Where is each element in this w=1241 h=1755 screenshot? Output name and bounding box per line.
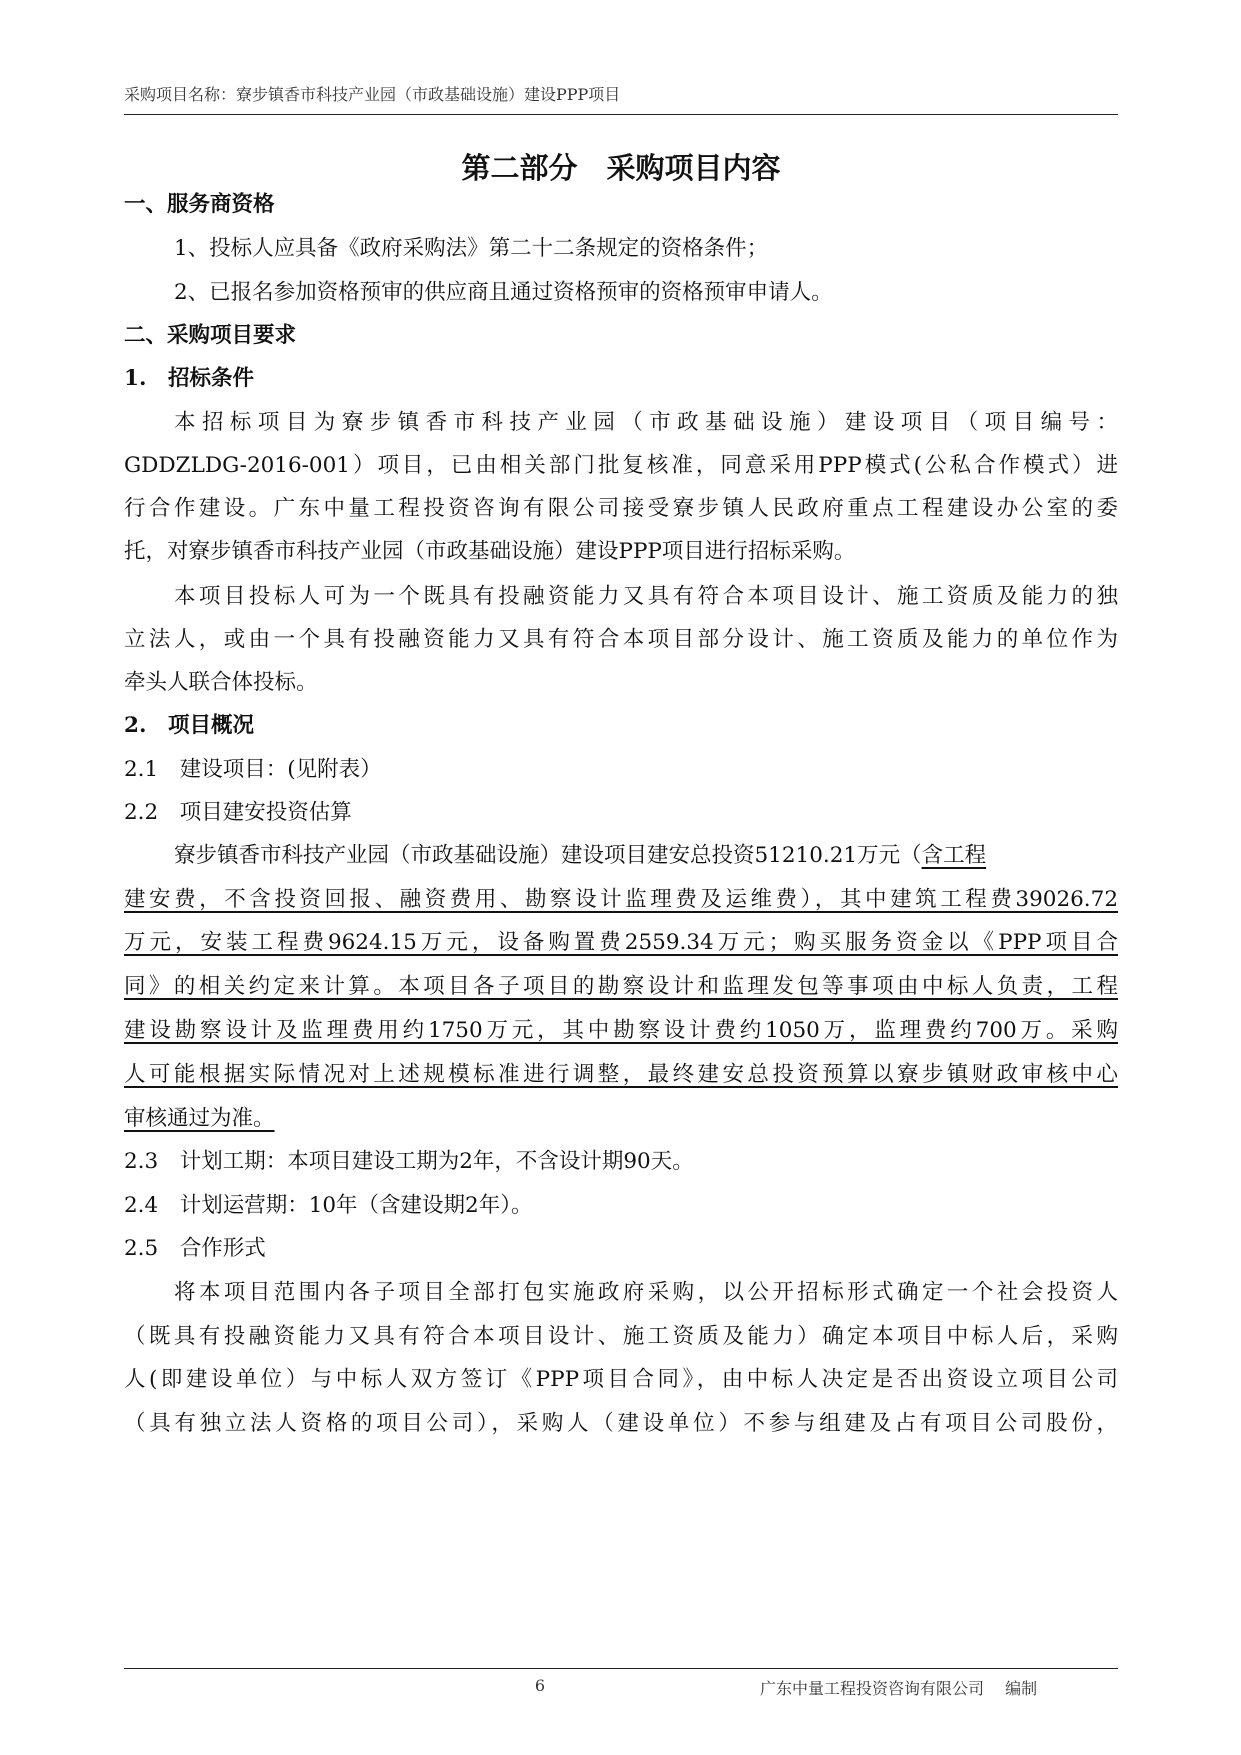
overview-item: 2.3 计划工期：本项目建设工期为2年，不含设计期90天。 [124, 1149, 694, 1174]
section-heading-qualification: 一、服务商资格 [124, 192, 275, 217]
paragraph-line-underlined: 万元，安装工程费9624.15万元，设备购置费2559.34万元；购买服务资金以《PPP项目合 [124, 930, 1118, 955]
paragraph-line [174, 841, 1118, 871]
investment-text: 寮步镇香市科技产业园（市政基础设施）建设项目建安总投资51210.21万元（ [174, 843, 922, 868]
paragraph-line-underlined [124, 1104, 1118, 1134]
paragraph-line-underlined: 建安费，不含投资回报、融资费用、勘察设计监理费及运维费），其中建筑工程费39026.72 [124, 887, 1118, 912]
section-heading-requirements: 二、采购项目要求 [124, 323, 297, 348]
paragraph-line-underlined: 人可能根据实际情况对上述规模标准进行调整，最终建安总投资预算以寮步镇财政审核中心 [124, 1062, 1118, 1087]
page-title: 第二部分 采购项目内容 [461, 151, 781, 185]
header-divider [124, 114, 1118, 115]
page-header: 采购项目名称：寮步镇香市科技产业园（市政基础设施）建设PPP项目 [124, 85, 621, 104]
footer-company: 广东中量工程投资咨询有限公司 编制 [760, 1679, 1038, 1698]
paragraph-line: 本项目投标人可为一个既具有投融资能力又具有符合本项目设计、施工资质及能力的独 [174, 584, 1118, 609]
qualification-item: 2、已报名参加资格预审的供应商且通过资格预审的资格预审申请人。 [174, 280, 833, 305]
paragraph-line: GDDZLDG-2016-001）项目，已由相关部门批复核准，同意采用PPP模式(公私合作模式）进 [124, 453, 1118, 478]
investment-text-underlined: 含工程 [921, 843, 987, 868]
paragraph-line: 立法人，或由一个具有投融资能力又具有符合本项目部分设计、施工资质及能力的单位作为 [124, 627, 1118, 652]
overview-item: 2.5 合作形式 [124, 1236, 266, 1261]
paragraph-line: 将本项目范围内各子项目全部打包实施政府采购，以公开招标形式确定一个社会投资人 [174, 1280, 1118, 1305]
overview-item: 2.4 计划运营期：10年（含建设期2年）。 [124, 1193, 533, 1218]
overview-item: 2.1 建设项目：(见附表） [124, 757, 382, 782]
paragraph-line: 托，对寮步镇香市科技产业园（市政基础设施）建设PPP项目进行招标采购。 [124, 539, 856, 564]
paragraph-line: 牵头人联合体投标。 [124, 670, 318, 695]
footer-divider [124, 1668, 1118, 1669]
qualification-item: 1、投标人应具备《政府采购法》第二十二条规定的资格条件； [174, 236, 769, 261]
underlined-text: 审核通过为准。 [124, 1106, 275, 1131]
subsection-heading-overview: 2. 项目概况 [124, 713, 254, 738]
paragraph-line: （具有独立法人资格的项目公司），采购人（建设单位）不参与组建及占有项目公司股份， [124, 1411, 1118, 1436]
paragraph-line-underlined: 同》的相关约定来计算。本项目各子项目的勘察设计和监理发包等事项由中标人负责，工程 [124, 974, 1118, 999]
paragraph-line: （既具有投融资能力又具有符合本项目设计、施工资质及能力）确定本项目中标人后，采购 [124, 1324, 1118, 1349]
page-number: 6 [534, 1676, 546, 1695]
paragraph-line-underlined: 建设勘察设计及监理费用约1750万元，其中勘察设计费约1050万，监理费约700万。采购 [124, 1018, 1118, 1043]
paragraph-line: 人(即建设单位）与中标人双方签订《PPP项目合同》，由中标人决定是否出资设立项目公司 [124, 1367, 1118, 1392]
paragraph-line: 行合作建设。广东中量工程投资咨询有限公司接受寮步镇人民政府重点工程建设办公室的委 [124, 496, 1118, 521]
overview-item: 2.2 项目建安投资估算 [124, 800, 352, 825]
subsection-heading-tender-conditions: 1. 招标条件 [124, 366, 254, 391]
paragraph-line: 本招标项目为寮步镇香市科技产业园（市政基础设施）建设项目（项目编号： [174, 410, 1118, 435]
